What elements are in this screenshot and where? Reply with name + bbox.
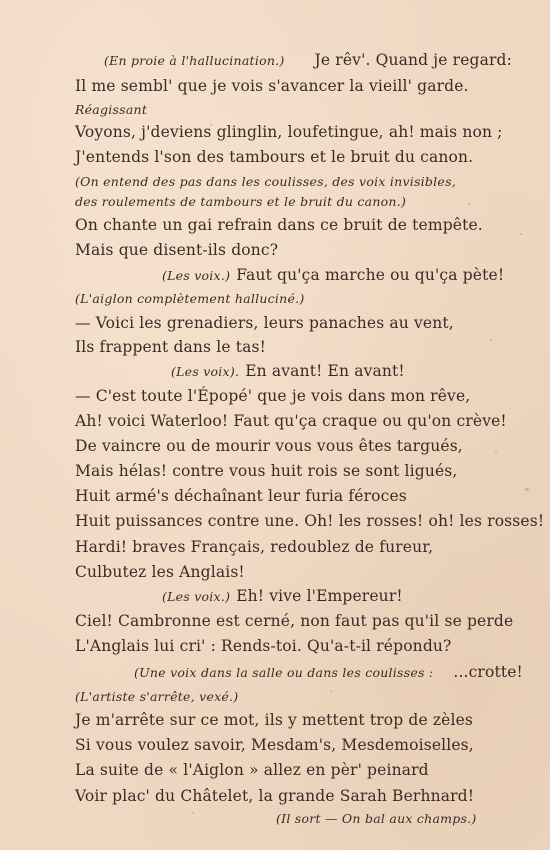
verse-line (75, 436, 463, 456)
verse-text: Huit armé's déchaînant leur furia féroces (75, 487, 407, 505)
paper-speck (520, 233, 522, 235)
verse-text: Mais hélas! contre vous huit rois se sont ligués, (75, 462, 458, 480)
stage-line (134, 662, 523, 683)
verse-text: De vaincre ou de mourir vous vous êtes targués, (75, 437, 463, 455)
verse-line (75, 611, 513, 631)
verse-line (75, 710, 473, 730)
verse-line (75, 461, 457, 481)
verse-text: J'entends l'son des tambours et le bruit du canon. (75, 148, 474, 166)
stage-direction: (L'artiste s'arrête, vexé.) (75, 689, 239, 704)
stage-direction: (Les voix.) (162, 268, 231, 283)
verse-line (75, 735, 474, 755)
verse-text: Ah! voici Waterloo! Faut qu'ça craque ou qu'on crève! (75, 412, 507, 430)
stage-line (171, 361, 405, 382)
verse-text: Faut qu'ça marche ou qu'ça pète! (236, 266, 505, 284)
verse-text: Ciel! Cambronne est cerné, non faut pas qu'il se perde (75, 612, 514, 630)
stage-line (162, 586, 403, 607)
paper-speck (495, 452, 497, 454)
stage-line (75, 191, 406, 212)
verse-line (75, 240, 278, 260)
stage-line (162, 265, 504, 286)
stage-line (75, 288, 304, 309)
stage-line (276, 808, 477, 829)
verse-text: La suite de « l'Aiglon » allez en pèr' peinard (75, 761, 429, 779)
stage-line (104, 50, 512, 71)
verse-text: Culbutez les Anglais! (75, 563, 245, 581)
verse-text: On chante un gai refrain dans ce bruit de tempête. (75, 216, 483, 234)
verse-line (75, 386, 470, 406)
verse-text: Voyons, j'deviens glinglin, loufetingue, ah! mais non ; (75, 123, 503, 141)
verse-line (75, 313, 454, 333)
paper-speck (525, 488, 529, 491)
verse-text: Ils frappent dans le tas! (75, 338, 266, 356)
stage-direction: Réagissant (75, 102, 148, 117)
verse-line (75, 122, 503, 142)
stage-direction: des roulements de tambours et le bruit du canon.) (75, 194, 407, 209)
verse-text: Si vous voulez savoir, Mesdam's, Mesdemoiselles, (75, 736, 474, 754)
verse-line (75, 636, 451, 656)
verse-text: En avant! En avant! (245, 362, 405, 380)
paper-speck (490, 339, 492, 341)
stage-direction: (On entend des pas dans les coulisses, des voix invisibles, (75, 174, 456, 189)
stage-direction: (Les voix). (171, 364, 240, 379)
verse-text: ...crotte! (453, 663, 523, 681)
paper-speck (330, 690, 332, 692)
verse-line (75, 786, 474, 806)
stage-direction: (Les voix.) (162, 589, 231, 604)
verse-line (75, 537, 433, 557)
verse-line (75, 411, 507, 431)
paper-speck (468, 203, 470, 205)
stage-line (75, 171, 456, 192)
verse-line (75, 337, 266, 357)
verse-line (75, 486, 407, 506)
verse-line (75, 147, 473, 167)
verse-text: Je rêv'. Quand je regard: (314, 51, 513, 69)
stage-direction: (L'aiglon complètement halluciné.) (75, 291, 305, 306)
verse-text: Eh! vive l'Empereur! (236, 587, 403, 605)
verse-line (75, 760, 429, 780)
stage-direction: (Une voix dans la salle ou dans les coulisses : (134, 665, 434, 680)
verse-text: Voir plac' du Châtelet, la grande Sarah Berhnard! (75, 787, 475, 805)
stage-line (75, 686, 238, 707)
verse-line (75, 562, 245, 582)
verse-line (75, 76, 469, 96)
verse-text: Huit puissances contre une. Oh! les rosses! oh! les rosses! (75, 512, 545, 530)
stage-direction: (En proie à l'hallucination.) (104, 53, 285, 68)
stage-direction: (Il sort — On bal aux champs.) (276, 811, 477, 826)
verse-text: Il me sembl' que je vois s'avancer la vieill' garde. (75, 77, 469, 95)
verse-text: Je m'arrête sur ce mot, ils y mettent trop de zèles (75, 711, 474, 729)
verse-text: Hardi! braves Français, redoublez de fureur, (75, 538, 434, 556)
paper-speck (530, 518, 532, 521)
stage-line (75, 99, 147, 120)
verse-text: — Voici les grenadiers, leurs panaches au vent, (75, 314, 454, 332)
verse-text: L'Anglais lui cri' : Rends-toi. Qu'a-t-il répondu? (75, 637, 452, 655)
paper-speck (210, 124, 212, 126)
paper-speck (192, 812, 194, 814)
verse-text: Mais que disent-ils donc? (75, 241, 279, 259)
verse-line (75, 511, 544, 531)
verse-text: — C'est toute l'Épopé' que je vois dans mon rêve, (75, 387, 471, 405)
verse-line (75, 215, 483, 235)
